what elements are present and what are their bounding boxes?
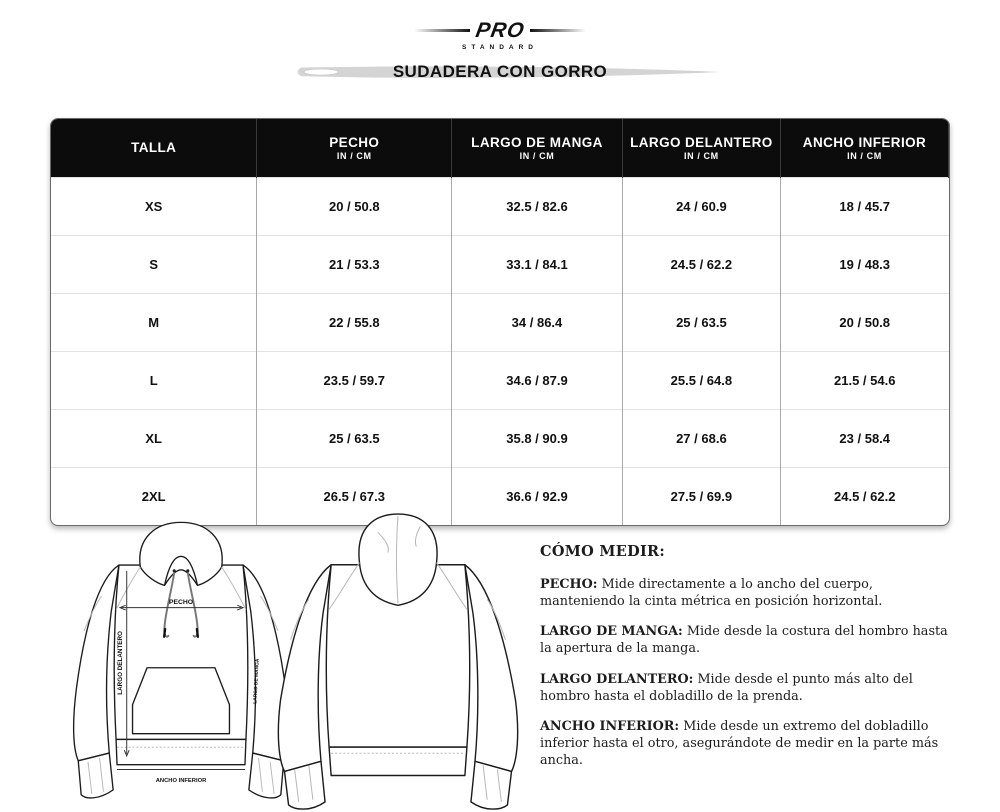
measure-description: Mide desde un extremo del dobladillo inferior hasta el otro, asegurándote de medir en la parte más ancha. bbox=[540, 718, 939, 769]
back-right-sleeve bbox=[465, 565, 518, 772]
column-units: IN / CM bbox=[847, 151, 882, 162]
size-chart-table bbox=[50, 118, 950, 526]
cell-pecho: 22 / 55.8 bbox=[257, 294, 452, 352]
table-row bbox=[51, 352, 949, 410]
cell-largo-delantero: 24 / 60.9 bbox=[622, 178, 780, 236]
table-row bbox=[51, 178, 949, 236]
cell-largo-delantero: 24.5 / 62.2 bbox=[622, 236, 780, 294]
cell-ancho-inferior: 21.5 / 54.6 bbox=[780, 352, 948, 410]
front-left-cuff bbox=[78, 753, 113, 798]
measure-term: ANCHO INFERIOR: bbox=[540, 718, 680, 734]
back-left-sleeve bbox=[278, 565, 331, 772]
measure-instruction bbox=[540, 623, 960, 657]
column-label: ANCHO INFERIOR bbox=[802, 134, 927, 150]
brand-logo-subtext: STANDARD bbox=[462, 44, 538, 51]
measure-description: Mide directamente a lo ancho del cuerpo, manteniendo la cinta métrica en posición horizontal. bbox=[540, 577, 883, 610]
cell-talla: M bbox=[51, 294, 257, 352]
cell-largo-delantero: 25 / 63.5 bbox=[622, 294, 780, 352]
cell-ancho-inferior: 18 / 45.7 bbox=[780, 178, 948, 236]
cell-talla: S bbox=[51, 236, 257, 294]
column-units: IN / CM bbox=[684, 151, 719, 162]
label-ancho-inferior: ANCHO INFERIOR bbox=[155, 778, 207, 785]
column-label: LARGO DELANTERO bbox=[630, 134, 773, 150]
cell-largo-de-manga: 32.5 / 82.6 bbox=[452, 178, 623, 236]
cell-largo-delantero: 27 / 68.6 bbox=[622, 410, 780, 468]
back-hem bbox=[329, 747, 467, 775]
front-pocket bbox=[133, 668, 230, 734]
cell-largo-de-manga: 34 / 86.4 bbox=[452, 294, 623, 352]
table-row bbox=[51, 236, 949, 294]
cell-talla: XS bbox=[51, 178, 257, 236]
logo-speed-line-right bbox=[530, 29, 586, 32]
brand-logo-text: PRO bbox=[473, 19, 527, 42]
label-pecho: PECHO bbox=[168, 598, 194, 606]
back-hood bbox=[359, 514, 437, 605]
measure-term: LARGO DELANTERO: bbox=[540, 671, 694, 687]
column-label: TALLA bbox=[131, 140, 177, 156]
cell-talla: XL bbox=[51, 410, 257, 468]
cell-ancho-inferior: 24.5 / 62.2 bbox=[780, 468, 948, 526]
page-title: SUDADERA CON GORRO bbox=[392, 62, 608, 81]
column-label: LARGO DE MANGA bbox=[471, 134, 603, 150]
cell-largo-de-manga: 35.8 / 90.9 bbox=[452, 410, 623, 468]
table-header-row bbox=[51, 119, 949, 178]
cell-largo-de-manga: 36.6 / 92.9 bbox=[452, 468, 623, 526]
cell-talla: L bbox=[51, 352, 257, 410]
cell-largo-de-manga: 34.6 / 87.9 bbox=[452, 352, 623, 410]
cell-pecho: 20 / 50.8 bbox=[257, 178, 452, 236]
title-bar bbox=[0, 58, 1000, 86]
column-label: PECHO bbox=[329, 134, 380, 150]
column-units: IN / CM bbox=[519, 151, 555, 162]
cell-ancho-inferior: 19 / 48.3 bbox=[780, 236, 948, 294]
cell-ancho-inferior: 23 / 58.4 bbox=[780, 410, 948, 468]
column-header bbox=[622, 119, 780, 178]
column-header bbox=[452, 119, 623, 178]
front-hem bbox=[116, 739, 246, 764]
measure-term: LARGO DE MANGA: bbox=[540, 624, 683, 640]
measure-description: Mide desde la costura del hombro hasta la apertura de la manga. bbox=[540, 624, 948, 657]
cell-pecho: 25 / 63.5 bbox=[257, 410, 452, 468]
table-row bbox=[51, 410, 949, 468]
front-left-sleeve bbox=[74, 565, 119, 761]
how-to-measure-section bbox=[540, 543, 960, 782]
measure-instruction bbox=[540, 718, 960, 769]
column-header bbox=[257, 119, 452, 178]
how-to-measure-heading: CÓMO MEDIR: bbox=[540, 543, 666, 560]
measure-instruction bbox=[540, 671, 960, 705]
hoodie-back-drawing bbox=[266, 508, 530, 812]
label-largo-de-manga: LARGO DE MANGA bbox=[253, 658, 261, 704]
cell-largo-delantero: 27.5 / 69.9 bbox=[622, 468, 780, 526]
table-row bbox=[51, 294, 949, 352]
cell-pecho: 21 / 53.3 bbox=[257, 236, 452, 294]
measure-description: Mide desde el punto más alto del hombro hasta el dobladillo de la prenda. bbox=[540, 671, 913, 704]
cell-largo-delantero: 25.5 / 64.8 bbox=[622, 352, 780, 410]
cell-pecho: 23.5 / 59.7 bbox=[257, 352, 452, 410]
cell-ancho-inferior: 20 / 50.8 bbox=[780, 294, 948, 352]
cell-pecho: 26.5 / 67.3 bbox=[257, 468, 452, 526]
column-header bbox=[51, 119, 257, 178]
logo-speed-line-left bbox=[414, 29, 470, 32]
column-units: IN / CM bbox=[336, 151, 372, 162]
measure-instruction bbox=[540, 576, 960, 610]
column-header bbox=[780, 119, 948, 178]
cell-talla: 2XL bbox=[51, 468, 257, 526]
brand-logo bbox=[0, 20, 1000, 51]
cell-largo-de-manga: 33.1 / 84.1 bbox=[452, 236, 623, 294]
measure-term: PECHO: bbox=[540, 577, 598, 592]
label-largo-delantero: LARGO DELANTERO bbox=[116, 631, 124, 695]
